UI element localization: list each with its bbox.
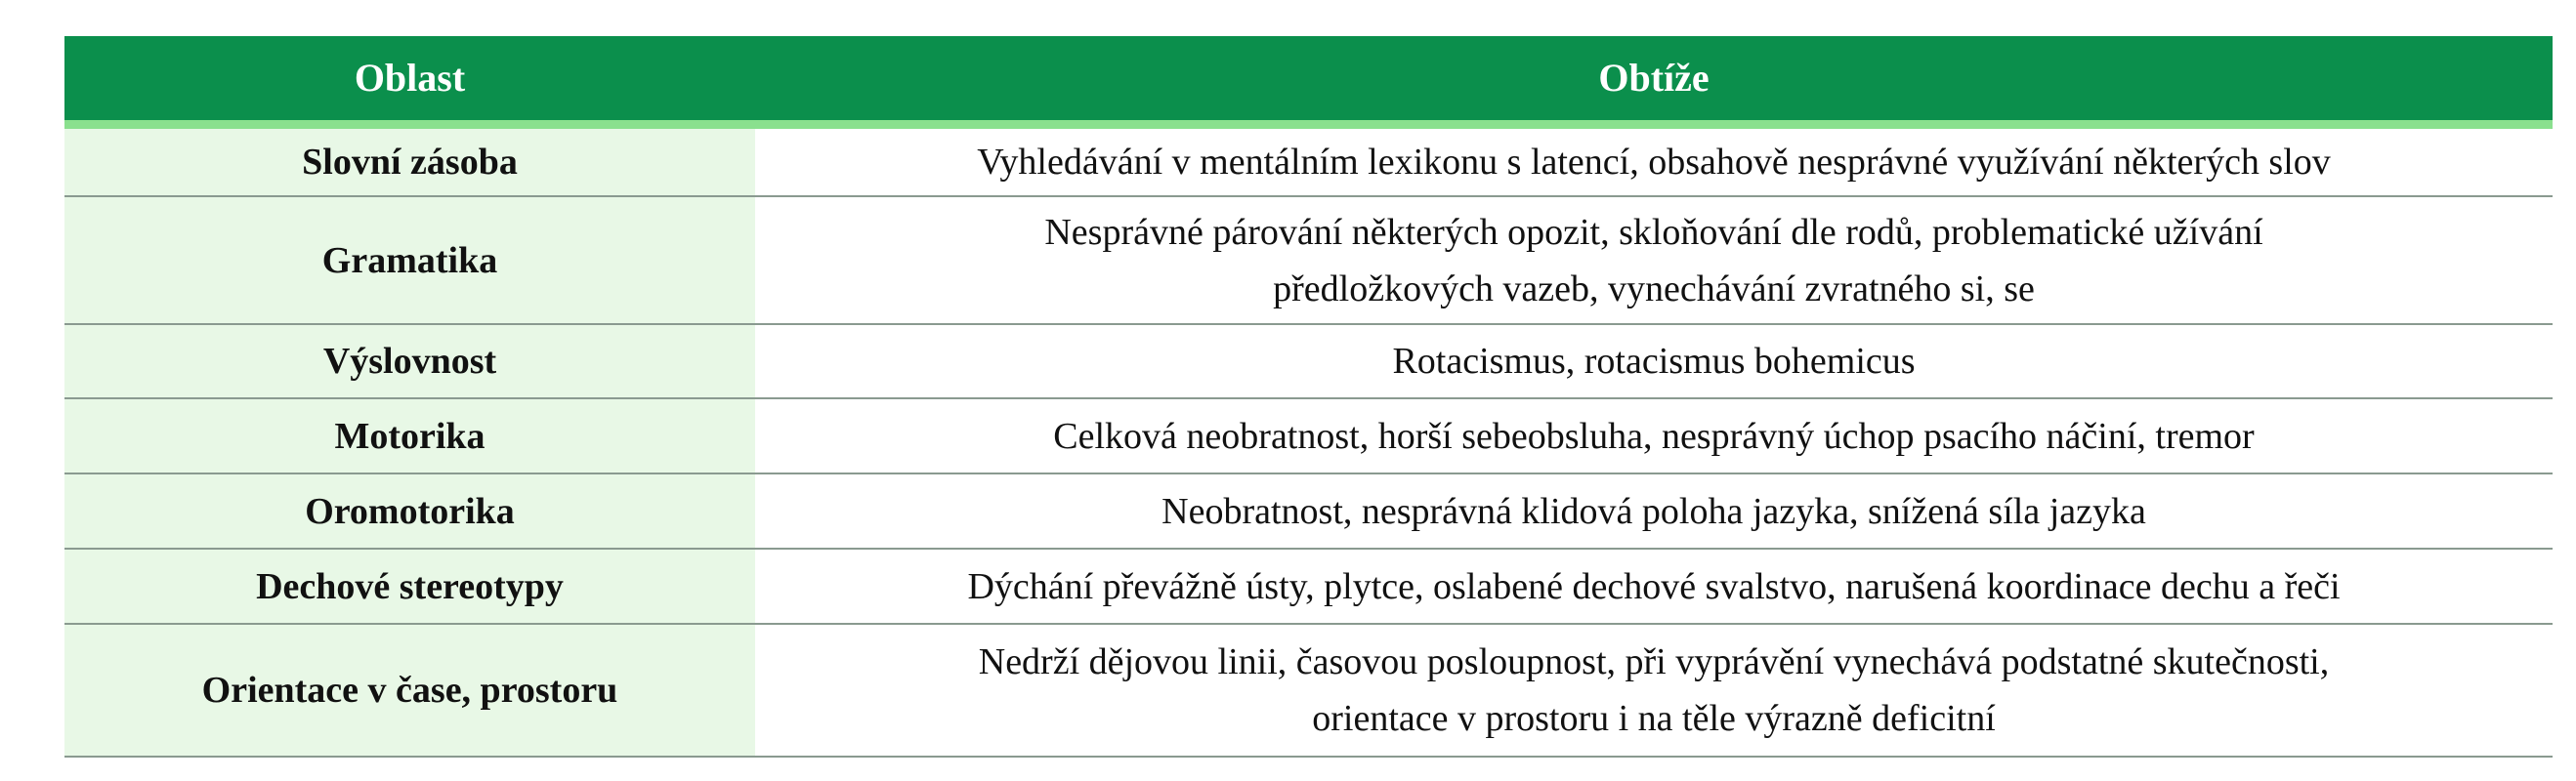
header-row xyxy=(64,36,2553,124)
table-row xyxy=(64,124,2553,196)
area-cell: Dechové stereotypy xyxy=(64,549,755,624)
table-body xyxy=(64,124,2553,757)
table-row xyxy=(64,324,2553,398)
issues-line: Rotacismus, rotacismus bohemicus xyxy=(1392,341,1916,382)
area-cell: Výslovnost xyxy=(64,324,755,398)
header-area: Oblast xyxy=(64,36,755,124)
area-cell: Slovní zásoba xyxy=(64,124,755,196)
issues-cell xyxy=(755,196,2553,324)
issues-cell xyxy=(755,124,2553,196)
table-row xyxy=(64,549,2553,624)
table-row xyxy=(64,398,2553,473)
difficulties-table xyxy=(64,36,2553,758)
issues-line: Neobratnost, nesprávná klidová poloha jazyka, snížená síla jazyka xyxy=(1161,490,2146,532)
issues-line: Dýchání převážně ústy, plytce, oslabené dechové svalstvo, narušená koordinace dechu a řeči xyxy=(967,565,2341,607)
area-cell: Gramatika xyxy=(64,196,755,324)
table-header xyxy=(64,36,2553,124)
area-cell: Orientace v čase, prostoru xyxy=(64,624,755,757)
issues-line: předložkových vazeb, vynechávání zvratného si, se xyxy=(1273,267,2035,309)
area-cell: Motorika xyxy=(64,398,755,473)
table-row xyxy=(64,473,2553,549)
issues-line: Celková neobratnost, horší sebeobsluha, nesprávný úchop psacího náčiní, tremor xyxy=(1053,415,2255,457)
issues-cell xyxy=(755,398,2553,473)
issues-cell xyxy=(755,473,2553,549)
issues-line: Vyhledávání v mentálním lexikonu s latencí, obsahově nesprávné využívání některých slov xyxy=(977,141,2331,183)
table-row xyxy=(64,624,2553,757)
issues-line: Nesprávné párování některých opozit, skloňování dle rodů, problematické užívání xyxy=(1044,211,2263,253)
header-issues: Obtíže xyxy=(755,36,2553,124)
table-row xyxy=(64,196,2553,324)
issues-cell xyxy=(755,549,2553,624)
issues-line: Nedrží dějovou linii, časovou posloupnost, při vyprávění vynechává podstatné skutečnosti, xyxy=(978,641,2330,682)
difficulties-table-container xyxy=(64,36,2553,758)
issues-line: orientace v prostoru i na těle výrazně deficitní xyxy=(1312,698,1996,739)
issues-cell xyxy=(755,624,2553,757)
issues-cell xyxy=(755,324,2553,398)
area-cell: Oromotorika xyxy=(64,473,755,549)
